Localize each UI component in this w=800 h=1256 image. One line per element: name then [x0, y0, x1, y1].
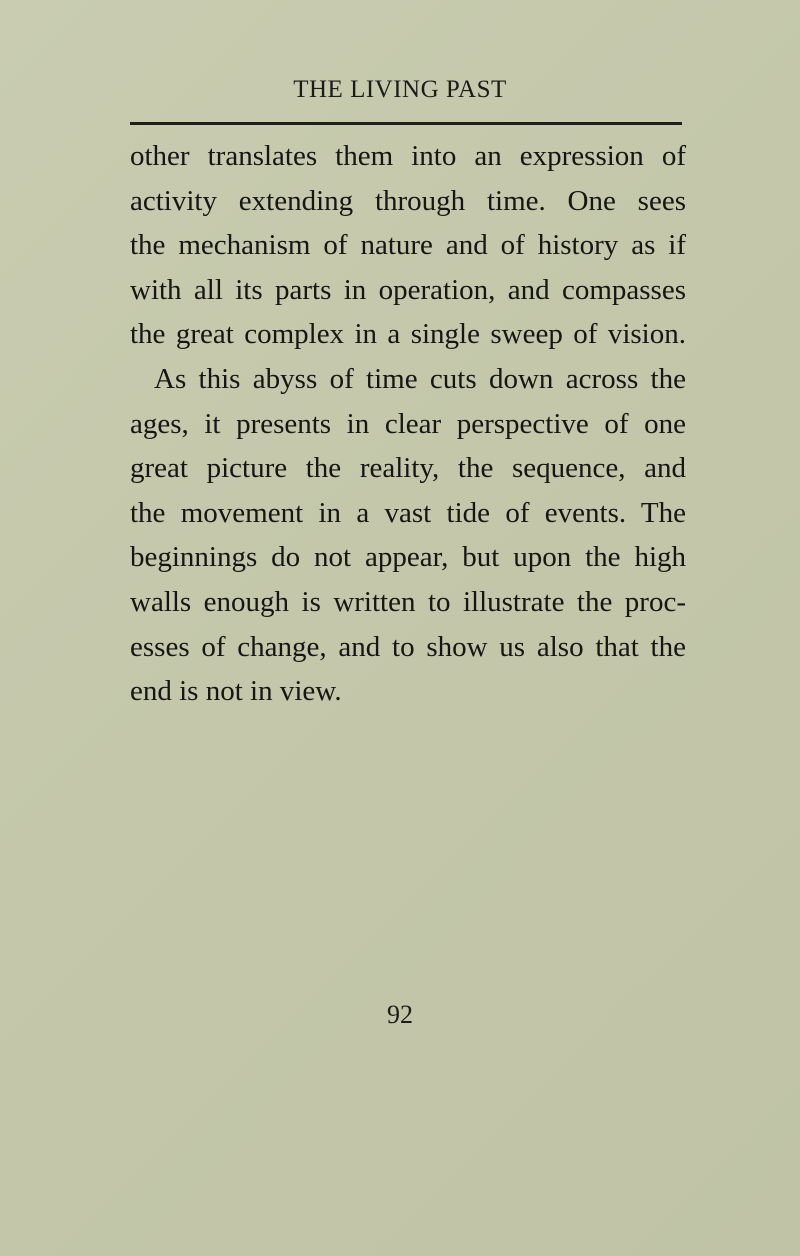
- running-head: THE LIVING PAST: [293, 76, 507, 103]
- text-line: walls enough is written to illustrate the proc-: [130, 585, 686, 618]
- header-rule: [130, 122, 682, 125]
- text-line: other translates them into an expression of: [130, 140, 686, 172]
- text-line: the mechanism of nature and of history as if: [130, 229, 686, 262]
- page-number: 92: [387, 1000, 413, 1029]
- body-text: [130, 134, 686, 714]
- text-line: great picture the reality, the sequence, and: [130, 452, 686, 485]
- text-line: the great complex in a single sweep of vision.: [130, 318, 686, 351]
- text-line: activity extending through time. One sees: [130, 184, 686, 217]
- text-line: beginnings do not appear, but upon the high: [130, 541, 686, 574]
- text-line: end is not in view.: [130, 675, 342, 708]
- text-line: esses of change, and to show us also that the: [130, 630, 686, 663]
- text-line: As this abyss of time cuts down across the: [154, 362, 686, 395]
- paragraph-1: [130, 134, 686, 357]
- text-line: with all its parts in operation, and compasses: [130, 273, 686, 306]
- text-line: ages, it presents in clear perspective of one: [130, 407, 686, 440]
- paragraph-2: [130, 357, 686, 714]
- text-line: the movement in a vast tide of events. The: [130, 496, 686, 529]
